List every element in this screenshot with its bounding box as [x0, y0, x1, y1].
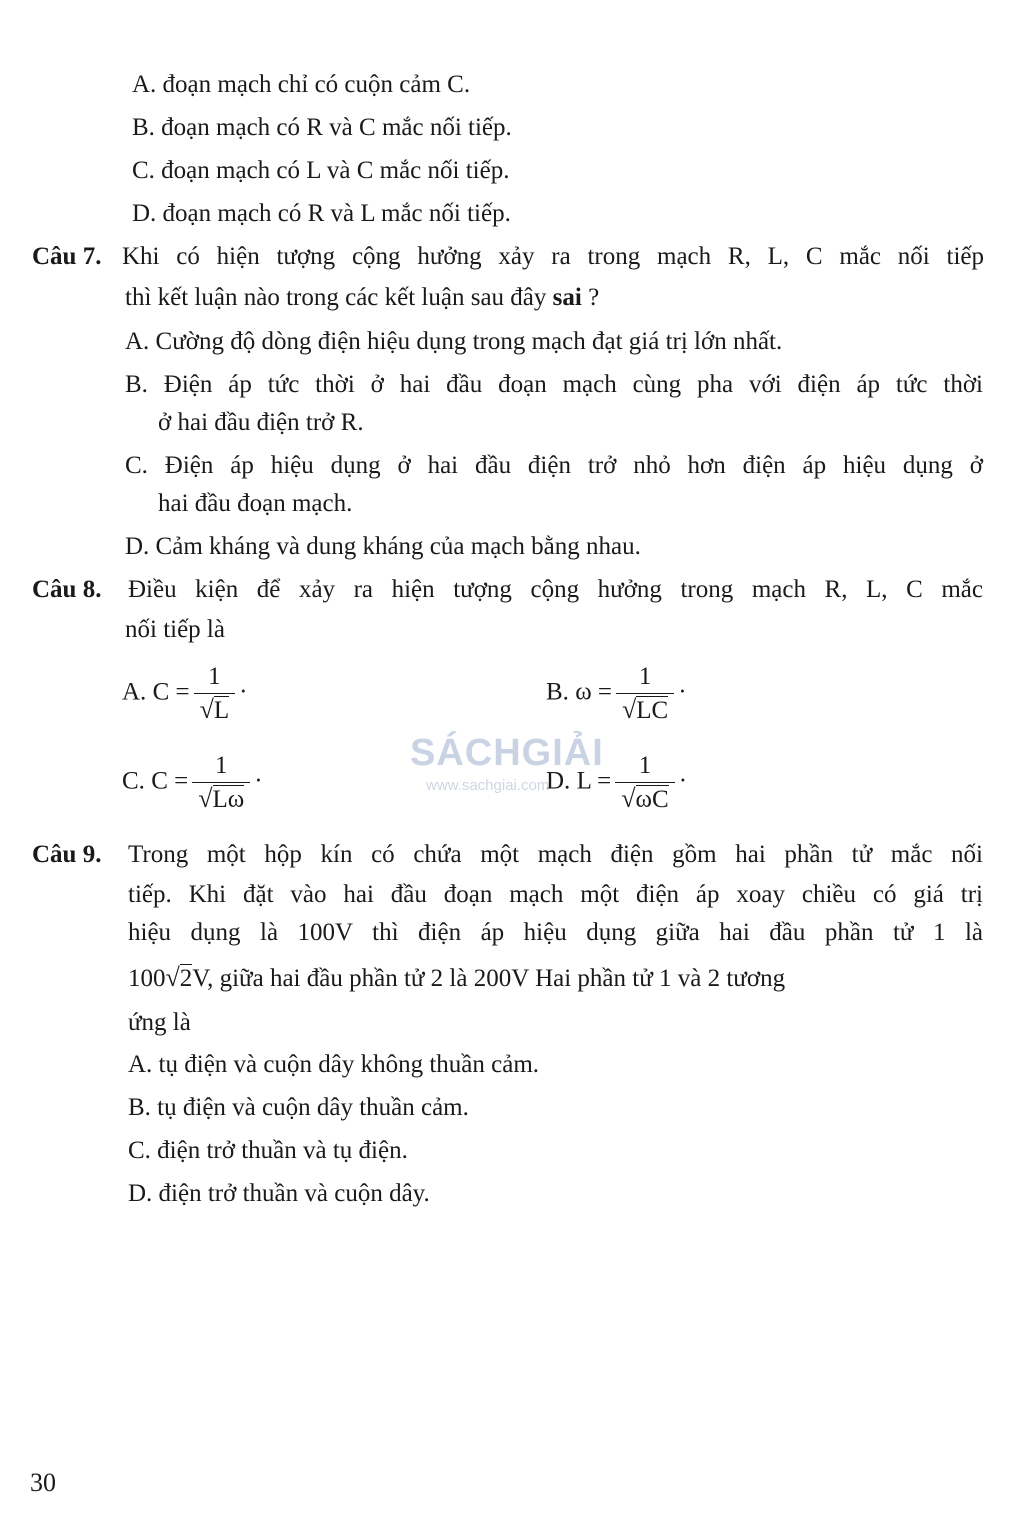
q7-option-d: D. Cảm kháng và dung kháng của mạch bằng nhau. [125, 533, 641, 560]
watermark [410, 732, 620, 794]
q9-line5: ứng là [128, 1009, 191, 1036]
sqrt-icon: √ [621, 784, 636, 813]
q7-stem-line2: thì kết luận nào trong các kết luận sau đây sai ? [125, 284, 600, 311]
q6-option-b: B. đoạn mạch có R và C mắc nối tiếp. [132, 114, 512, 141]
q9-option-a: A. tụ điện và cuộn dây không thuần cảm. [128, 1051, 540, 1078]
q6-option-d: D. đoạn mạch có R và L mắc nối tiếp. [132, 200, 511, 227]
q8-option-c: C. C = $\frac{1}{√L\omega}$ · [122, 752, 263, 813]
q6-option-a: A. đoạn mạch chỉ có cuộn cảm C. [132, 71, 471, 98]
q9-line2: tiếp. Khi đặt vào hai đầu đoạn mạch một điện áp xoay chiều có giá trị [128, 881, 983, 908]
fraction: $\frac{1}{√L}$ [194, 663, 236, 725]
q9-option-d: D. điện trở thuần và cuộn dây. [128, 1180, 430, 1207]
q9-option-c: C. điện trở thuần và tụ điện. [128, 1137, 408, 1164]
q7-stem-line1: Khi có hiện tượng cộng hưởng xảy ra trong mạch R, L, C mắc nối tiếp [122, 243, 984, 270]
q9-line3: hiệu dụng là 100V thì điện áp hiệu dụng giữa hai đầu phần tử 1 là [128, 919, 983, 946]
sqrt-icon: √ [165, 963, 180, 992]
q8-option-d: D. L = $\frac{1}{√\omega C}$ · [546, 752, 688, 813]
watermark-url: www.sachgiai.com [426, 777, 550, 794]
q8-stem-line2: nối tiếp là [125, 616, 225, 643]
fraction: $\frac{1}{√\omega C}$ [615, 752, 674, 814]
q9-line1: Trong một hộp kín có chứa một mạch điện gồm hai phần tử mắc nối [128, 841, 983, 868]
q8-label: Câu 8. [32, 576, 102, 603]
q9-option-b: B. tụ điện và cuộn dây thuần cảm. [128, 1094, 469, 1121]
q7-option-c-line2: hai đầu đoạn mạch. [158, 490, 353, 517]
sqrt-icon: √ [198, 784, 213, 813]
sqrt-icon: √ [199, 695, 214, 724]
watermark-logo: SÁCHGIẢI [410, 732, 604, 774]
q7-option-b-line2: ở hai đầu điện trở R. [158, 409, 364, 436]
q9-label: Câu 9. [32, 841, 102, 868]
q9-line4: 100√2V, giữa hai đầu phần tử 2 là 200V Hai phần tử 1 và 2 tương [128, 963, 786, 992]
q7-emphasis-sai: sai [552, 284, 582, 311]
page-number: 30 [30, 1468, 56, 1497]
q8-stem-line1: Điều kiện để xảy ra hiện tượng cộng hưởng trong mạch R, L, C mắc [128, 576, 983, 603]
q7-option-b-line1: B. Điện áp tức thời ở hai đầu đoạn mạch cùng pha với điện áp tức thời [125, 371, 983, 398]
q6-option-c: C. đoạn mạch có L và C mắc nối tiếp. [132, 157, 510, 184]
sqrt-icon: √ [622, 695, 637, 724]
fraction: $\frac{1}{√L\omega}$ [192, 752, 250, 814]
q7-label: Câu 7. [32, 243, 102, 270]
q8-option-b: B. ω = $\frac{1}{√LC}$ · [546, 663, 687, 724]
q8-option-a: A. C = $\frac{1}{√L}$ · [122, 663, 248, 724]
q7-option-a: A. Cường độ dòng điện hiệu dụng trong mạch đạt giá trị lớn nhất. [125, 328, 783, 355]
fraction: $\frac{1}{√LC}$ [616, 663, 674, 725]
q7-option-c-line1: C. Điện áp hiệu dụng ở hai đầu điện trở nhỏ hơn điện áp hiệu dụng ở [125, 452, 983, 479]
